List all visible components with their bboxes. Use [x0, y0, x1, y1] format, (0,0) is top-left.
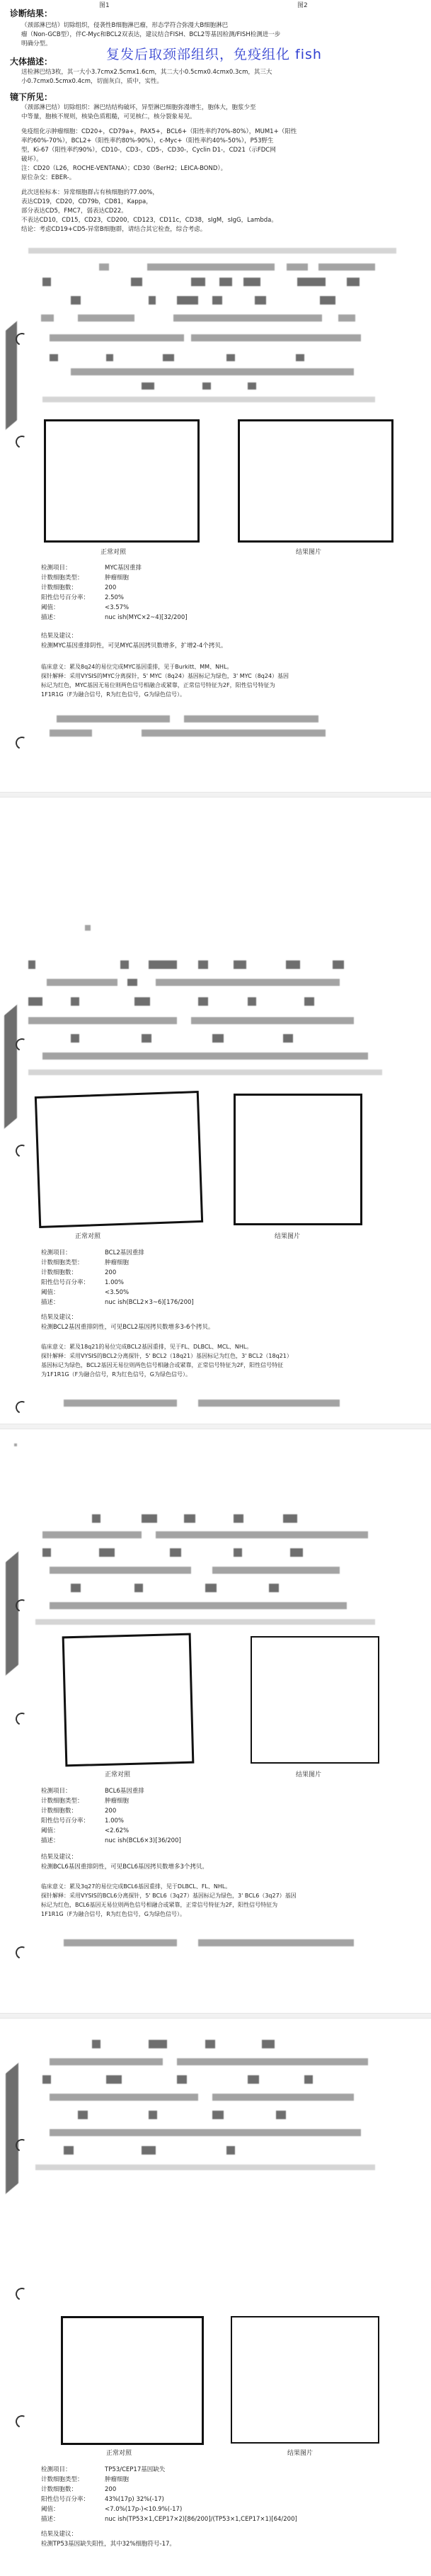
- image-caption-normal: 正常对照: [100, 549, 127, 556]
- note-line: 临床意义：累及18q21的易位完成BCL2基因重排，见于FL、DLBCL、MCL、NHL。: [41, 1344, 253, 1350]
- redacted-block: [149, 960, 177, 969]
- field-value: nuc ish(MYC×2~4)[32/200]: [105, 614, 188, 621]
- redacted-block: [205, 1584, 217, 1592]
- redacted-block: [131, 278, 142, 286]
- note-line: 为1F1R1G（F为融合信号，R为红色信号，G为绿色信号）。: [41, 1371, 191, 1378]
- field-value: 43%(17p) 32%(-17): [105, 2496, 164, 2503]
- report-page-1: [0, 0, 431, 623]
- redacted-block: [41, 314, 54, 322]
- redacted-block: [50, 2094, 198, 2101]
- fish-image-result: [238, 419, 393, 543]
- redacted-block: [42, 397, 375, 402]
- field-description: [41, 1836, 181, 1844]
- field-positive-rate: [41, 593, 124, 601]
- field-label: 检测项目：: [41, 564, 71, 572]
- gross-line: 小0.7cmx0.5cmx0.4cm，切面灰白，质中，实性。: [21, 78, 163, 85]
- redacted-block: [142, 2146, 156, 2155]
- page-break: [0, 792, 431, 798]
- micro-line: 型，Ki-67（阳性率约90%），CD10-，CD3-，CD5-，CD30-，Cyclin D1-，CD21（示FDC网: [21, 147, 276, 154]
- field-label: 计数细胞数：: [41, 2486, 78, 2493]
- redacted-block: [149, 2111, 157, 2119]
- redacted-block: [226, 2146, 235, 2155]
- micro-line: 此次送检标本：异常细胞群占有核细胞的77.00%，: [21, 189, 159, 196]
- redacted-block: [212, 2111, 224, 2119]
- redacted-block: [184, 715, 318, 722]
- redacted-block: [226, 354, 235, 361]
- redacted-block: [262, 2040, 275, 2048]
- field-cell-count: [41, 2485, 116, 2493]
- redacted-block: [85, 925, 91, 931]
- note-line: 标记为红色，MYC基因无易位则两色信号相融合或紧靠，正常信号特征为2F，阳性信号特征为: [41, 682, 275, 688]
- redacted-block: [149, 296, 156, 305]
- field-label: 描述：: [41, 614, 59, 621]
- redacted-block: [92, 1514, 100, 1523]
- image-caption-normal: 正常对照: [75, 1233, 101, 1240]
- redacted-block: [338, 314, 355, 322]
- image-caption-result: 结果图片: [275, 1233, 301, 1240]
- result-line: 检测BCL2基因重排阴性，可见BCL2基因拷贝数增多3-6个拷贝。: [41, 1324, 214, 1331]
- redacted-block: [35, 2164, 375, 2170]
- redacted-block: [191, 334, 361, 341]
- redacted-block: [283, 1034, 293, 1043]
- field-label: 计数细胞数：: [41, 1808, 78, 1815]
- redacted-block: [64, 1939, 177, 1946]
- field-cell-type: [41, 573, 129, 581]
- redacted-block: [243, 278, 260, 286]
- redacted-block: [106, 2075, 122, 2084]
- field-label: 描述：: [41, 1299, 59, 1306]
- field-positive-rate: [41, 2495, 164, 2503]
- report-page-4: [0, 2019, 431, 2576]
- redacted-block: [290, 1548, 303, 1557]
- field-cell-type: [41, 2475, 129, 2483]
- result-heading: 结果及建议：: [41, 632, 78, 640]
- redacted-block: [333, 960, 344, 969]
- redacted-block: [149, 2040, 167, 2048]
- fish-image-normal: [44, 419, 200, 543]
- redacted-block: [78, 2111, 88, 2119]
- redacted-block: [296, 354, 304, 361]
- diagnosis-line: 明确分型。: [21, 40, 52, 47]
- redacted-block: [42, 1052, 368, 1060]
- image-caption-result: 结果图片: [287, 2450, 314, 2457]
- diagnosis-line: （颈部淋巴结）切除组织，侵袭性B细胞淋巴瘤，形态学符合弥漫大B细胞淋巴: [21, 22, 229, 29]
- redacted-block: [99, 1548, 115, 1557]
- redacted-block: [202, 382, 211, 390]
- redacted-block: [50, 1602, 347, 1609]
- diagnosis-line: 瘤（Non-GCB型），伴C-Myc和BCL2双表达，建议结合FISH、BCL2等基因检测/FISH检测进一步: [21, 31, 281, 38]
- field-value: 1.00%: [105, 1817, 125, 1825]
- micro-line: 注：CD20（L26，ROCHE-VENTANA）；CD30（BerH2；LEICA-BOND）。: [21, 165, 227, 172]
- redacted-block: [173, 314, 322, 322]
- redacted-block: [71, 296, 81, 305]
- field-value: 200: [105, 2486, 117, 2493]
- report-page-2: [0, 798, 431, 1421]
- redacted-block: [50, 334, 184, 341]
- redacted-block: [347, 278, 360, 286]
- micro-line: （颈部淋巴结）切除组织：淋巴结结构破坏，异型淋巴细胞弥漫增生，胞体大，胞浆少至: [21, 104, 256, 111]
- redacted-block: [35, 1619, 375, 1625]
- redacted-block: [248, 382, 256, 390]
- redacted-block: [28, 1069, 382, 1075]
- redacted-block: [106, 354, 113, 361]
- redacted-block: [28, 960, 35, 969]
- redacted-block: [163, 354, 174, 361]
- field-value: 2.50%: [105, 594, 125, 601]
- field-label: 描述：: [41, 1837, 59, 1844]
- redacted-block: [64, 2146, 74, 2155]
- redacted-block: [191, 1017, 354, 1024]
- field-label: 阳性信号百分率：: [41, 2496, 90, 2503]
- field-cell-type: [41, 1258, 129, 1266]
- field-label: 计数细胞数：: [41, 584, 78, 591]
- redacted-block: [50, 2129, 361, 2136]
- binder-hole-icon: [13, 1944, 30, 1961]
- field-threshold: [41, 603, 129, 611]
- redacted-block: [71, 997, 79, 1006]
- redacted-block: [57, 715, 170, 722]
- note-line: 1F1R1G（F为融合信号，R为红色信号，G为绿色信号）。: [41, 1911, 185, 1917]
- field-value: <3.50%: [105, 1289, 130, 1296]
- image-caption-normal: 正常对照: [106, 2450, 132, 2457]
- micro-line: 中等量，胞核不规则，核染色质粗糙，可见核仁，核分裂象易见。: [21, 113, 196, 120]
- annotation-overlay: 复发后取颈部组织，免疫组化 fish: [106, 47, 322, 62]
- redacted-block: [50, 1567, 191, 1574]
- redacted-block: [142, 382, 154, 390]
- redacted-block: [304, 997, 314, 1006]
- redacted-block: [156, 979, 340, 986]
- field-positive-rate: [41, 1816, 124, 1825]
- field-threshold: [41, 1826, 129, 1834]
- redacted-block: [177, 296, 198, 305]
- redacted-block: [234, 960, 246, 969]
- redacted-block: [177, 2058, 368, 2065]
- field-test-item: [41, 1786, 144, 1795]
- redacted-block: [198, 1939, 354, 1946]
- redacted-block: [28, 248, 396, 254]
- redacted-block: [234, 1514, 243, 1523]
- redacted-block: [64, 1400, 177, 1407]
- field-description: [41, 2514, 297, 2523]
- top-tag-2: 图2: [297, 2, 308, 9]
- note-line: 1F1R1G（F为融合信号，R为红色信号，G为绿色信号）。: [41, 691, 185, 698]
- redacted-block: [219, 278, 232, 286]
- fish-image-normal: [61, 2316, 204, 2445]
- redacted-block: [212, 296, 222, 305]
- redacted-block: [205, 2040, 215, 2048]
- field-label: 阳性信号百分率：: [41, 1279, 90, 1286]
- field-threshold: [41, 1288, 129, 1296]
- binder-hole-icon: [13, 1142, 30, 1159]
- field-value: <3.57%: [105, 604, 130, 611]
- result-line: 检测TP53基因缺失阳性，其中32%细胞符号-17。: [41, 2541, 176, 2548]
- redacted-block: [248, 2075, 259, 2084]
- redacted-block: [297, 278, 326, 286]
- field-threshold: [41, 2504, 182, 2513]
- field-value: 肿瘤细胞: [105, 574, 130, 581]
- field-value: nuc ish(BCL6×3)[36/200]: [105, 1837, 181, 1844]
- redacted-block: [283, 1514, 297, 1523]
- field-cell-count: [41, 1806, 116, 1815]
- field-label: 计数细胞类型：: [41, 574, 84, 581]
- fish-image-result: [231, 2316, 379, 2444]
- redacted-block: [191, 278, 205, 286]
- field-label: 检测项目：: [41, 1788, 71, 1795]
- redacted-block: [142, 1514, 157, 1523]
- image-caption-result: 结果图片: [296, 549, 322, 556]
- field-test-item: [41, 2465, 165, 2473]
- note-line: 探针解释：采用VYSIS的MYC分离探针，5' MYC（8q24）基因标记为绿色，3' MYC（8q24）基因: [41, 673, 289, 679]
- redacted-block: [92, 2040, 100, 2048]
- field-value: BCL2基因重排: [105, 1249, 144, 1256]
- redacted-block: [198, 997, 208, 1006]
- field-label: 阈值：: [41, 2506, 59, 2513]
- redacted-block: [177, 2075, 187, 2084]
- fish-image-normal: [62, 1633, 195, 1767]
- redacted-block: [99, 263, 109, 271]
- redacted-block: [42, 278, 51, 286]
- micro-heading: 镜下所见：: [10, 92, 53, 102]
- result-line: 检测MYC基因重排阴性，可见MYC基因拷贝数增多，扩增2-4个拷贝。: [41, 642, 227, 649]
- micro-line: 率约60%-70%），BCL2+（阳性率约80%-90%），c-Myc+（阳性率约40%-50%），P53野生: [21, 137, 274, 144]
- field-label: 计数细胞数：: [41, 1269, 78, 1276]
- field-value: MYC基因重排: [105, 564, 142, 572]
- redacted-block: [4, 1004, 17, 1128]
- field-label: 检测项目：: [41, 2466, 71, 2473]
- redacted-block: [318, 263, 375, 271]
- redacted-block: [276, 2111, 286, 2119]
- gross-line: 送检淋巴结3枚，其一大小3.7cmx2.5cmx1.6cm，其二大小0.5cmx0.4cmx0.3cm，其三大: [21, 69, 272, 76]
- field-label: 计数细胞类型：: [41, 1798, 84, 1805]
- redacted-block: [42, 1531, 142, 1538]
- micro-line: 表达CD19，CD20，CD79b，CD81，Kappa，: [21, 198, 152, 205]
- field-label: 阳性信号百分率：: [41, 1817, 90, 1825]
- gross-heading: 大体描述：: [10, 57, 53, 67]
- binder-hole-icon: [13, 2413, 30, 2429]
- field-cell-count: [41, 583, 116, 591]
- field-cell-count: [41, 1268, 116, 1276]
- redacted-block: [6, 2062, 18, 2194]
- result-line: 检测BCL6基因重排阴性，可见BCL6基因拷贝数增多3个拷贝。: [41, 1863, 208, 1871]
- micro-line: 结论：考虑CD19+CD5-异常B细胞群，请结合其它检查，综合考虑。: [21, 226, 207, 233]
- micro-line: 原位杂交：EBER-。: [21, 174, 76, 181]
- redacted-block: [170, 1548, 181, 1557]
- micro-line: 免疫组化示肿瘤细胞：CD20+，CD79a+，PAX5+，BCL6+（阳性率约70%-80%），MUM1+（阳性: [21, 128, 297, 135]
- redacted-block: [287, 263, 308, 271]
- redacted-block: [156, 1531, 368, 1538]
- redacted-block: [234, 1548, 242, 1557]
- fish-image-result: [251, 1636, 379, 1764]
- redacted-block: [198, 1400, 340, 1407]
- note-line: 临床意义：累及3q27的易位完成BCL6基因重排，见于DLBCL、FL、NHL。: [41, 1883, 231, 1890]
- note-line: 基因标记为绿色，BCL2基因无易位则两色信号相融合或紧靠，正常信号特征为2F，阳性信号特征: [41, 1362, 284, 1368]
- note-line: 探针解释：采用VYSIS的BCL2分离探针，5' BCL2（18q21）基因标记为红色，3' BCL2（18q21）: [41, 1353, 292, 1359]
- redacted-block: [248, 997, 256, 1006]
- redacted-block: [142, 1034, 151, 1043]
- field-value: BCL6基因重排: [105, 1788, 144, 1795]
- field-label: 检测项目：: [41, 1249, 71, 1256]
- binder-hole-icon: [13, 433, 30, 450]
- binder-hole-icon: [13, 1399, 30, 1415]
- micro-line: 不表达CD10，CD15，CD23，CD200，CD123，CD11c，CD38，sIgM，sIgG，Lambda。: [21, 217, 277, 224]
- note-line: 探针解释：采用VYSIS的BCL6分离探针，5' BCL6（3q27）基因标记为绿色，3' BCL6（3q27）基因: [41, 1893, 297, 1899]
- redacted-block: [142, 730, 326, 737]
- redacted-block: [50, 730, 92, 737]
- redacted-block: [28, 1017, 177, 1024]
- field-value: 肿瘤细胞: [105, 1798, 130, 1805]
- field-value: 200: [105, 584, 117, 591]
- redacted-block: [212, 1567, 340, 1574]
- redacted-block: [28, 997, 42, 1006]
- note-line: 临床意义：累及8q24的易位完成MYC基因重排，见于Burkitt、MM、NHL。: [41, 664, 233, 670]
- field-value: 1.00%: [105, 1279, 125, 1286]
- field-cell-type: [41, 1796, 129, 1805]
- redacted-block: [14, 1443, 17, 1446]
- redacted-block: [71, 368, 354, 375]
- redacted-block: [286, 960, 300, 969]
- field-value: <2.62%: [105, 1827, 130, 1834]
- result-heading: 结果及建议：: [41, 1314, 78, 1321]
- field-label: 计数细胞类型：: [41, 2476, 84, 2483]
- fish-image-result: [234, 1094, 362, 1225]
- redacted-block: [134, 997, 150, 1006]
- top-tag-1: 图1: [99, 2, 110, 9]
- page-break: [0, 2013, 431, 2019]
- field-label: 阳性信号百分率：: [41, 594, 90, 601]
- field-value: nuc ish(TP53×1,CEP17×2)[86/200]/(TP53×1,CEP17×1)[64/200]: [105, 2516, 297, 2523]
- field-value: <7.0%(17p-)<10.9%(-17): [105, 2506, 183, 2513]
- redacted-block: [304, 2075, 313, 2084]
- field-positive-rate: [41, 1278, 124, 1286]
- redacted-block: [212, 1034, 224, 1043]
- field-label: 描述：: [41, 2516, 59, 2523]
- field-value: 200: [105, 1808, 117, 1815]
- redacted-block: [120, 960, 129, 969]
- note-line: 标记为红色，BCL6基因无易位则两色信号相融合或紧靠，正常信号特征为2F，阳性信号特征为: [41, 1902, 278, 1908]
- redacted-block: [47, 979, 117, 986]
- redacted-block: [50, 354, 58, 361]
- field-label: 阈值：: [41, 604, 59, 611]
- fish-image-normal: [35, 1091, 203, 1228]
- image-caption-normal: 正常对照: [105, 1771, 131, 1778]
- page-break: [0, 1424, 431, 1429]
- result-heading: 结果及建议：: [41, 2531, 78, 2538]
- redacted-block: [147, 263, 275, 271]
- field-test-item: [41, 1248, 144, 1256]
- field-value: 肿瘤细胞: [105, 1259, 130, 1266]
- field-label: 阈值：: [41, 1827, 59, 1834]
- binder-hole-icon: [13, 1710, 30, 1727]
- redacted-block: [134, 1584, 143, 1592]
- report-page-3: [0, 1429, 431, 2010]
- field-test-item: [41, 563, 142, 572]
- report-page-1-cont: [0, 623, 431, 765]
- redacted-block: [42, 2075, 51, 2084]
- redacted-block: [198, 960, 208, 969]
- redacted-block: [71, 1584, 81, 1592]
- field-label: 计数细胞类型：: [41, 1259, 84, 1266]
- redacted-block: [71, 1034, 79, 1043]
- field-value: 肿瘤细胞: [105, 2476, 130, 2483]
- redacted-block: [42, 1548, 51, 1557]
- field-value: 200: [105, 1269, 117, 1276]
- diagnosis-heading: 诊断结果：: [10, 8, 53, 18]
- result-heading: 结果及建议：: [41, 1854, 78, 1861]
- redacted-block: [184, 1514, 195, 1523]
- redacted-block: [50, 2058, 163, 2065]
- field-value: TP53/CEP17基因缺失: [105, 2466, 166, 2473]
- image-caption-result: 结果图片: [296, 1771, 322, 1778]
- redacted-block: [6, 1551, 18, 1675]
- micro-line: 部分表达CD5，FMC7，弱表达CD22。: [21, 208, 127, 215]
- field-value: nuc ish(BCL2×3~6)[176/200]: [105, 1299, 194, 1306]
- redacted-block: [320, 296, 335, 305]
- field-label: 阈值：: [41, 1289, 59, 1296]
- redacted-block: [212, 2094, 354, 2101]
- redacted-block: [127, 979, 137, 986]
- binder-hole-icon: [13, 2286, 30, 2302]
- micro-line: 破坏）。: [21, 156, 42, 163]
- field-description: [41, 1298, 194, 1306]
- field-description: [41, 613, 188, 621]
- binder-hole-icon: [13, 734, 30, 751]
- redacted-block: [255, 296, 266, 305]
- redacted-block: [78, 314, 134, 322]
- redacted-block: [269, 1584, 279, 1592]
